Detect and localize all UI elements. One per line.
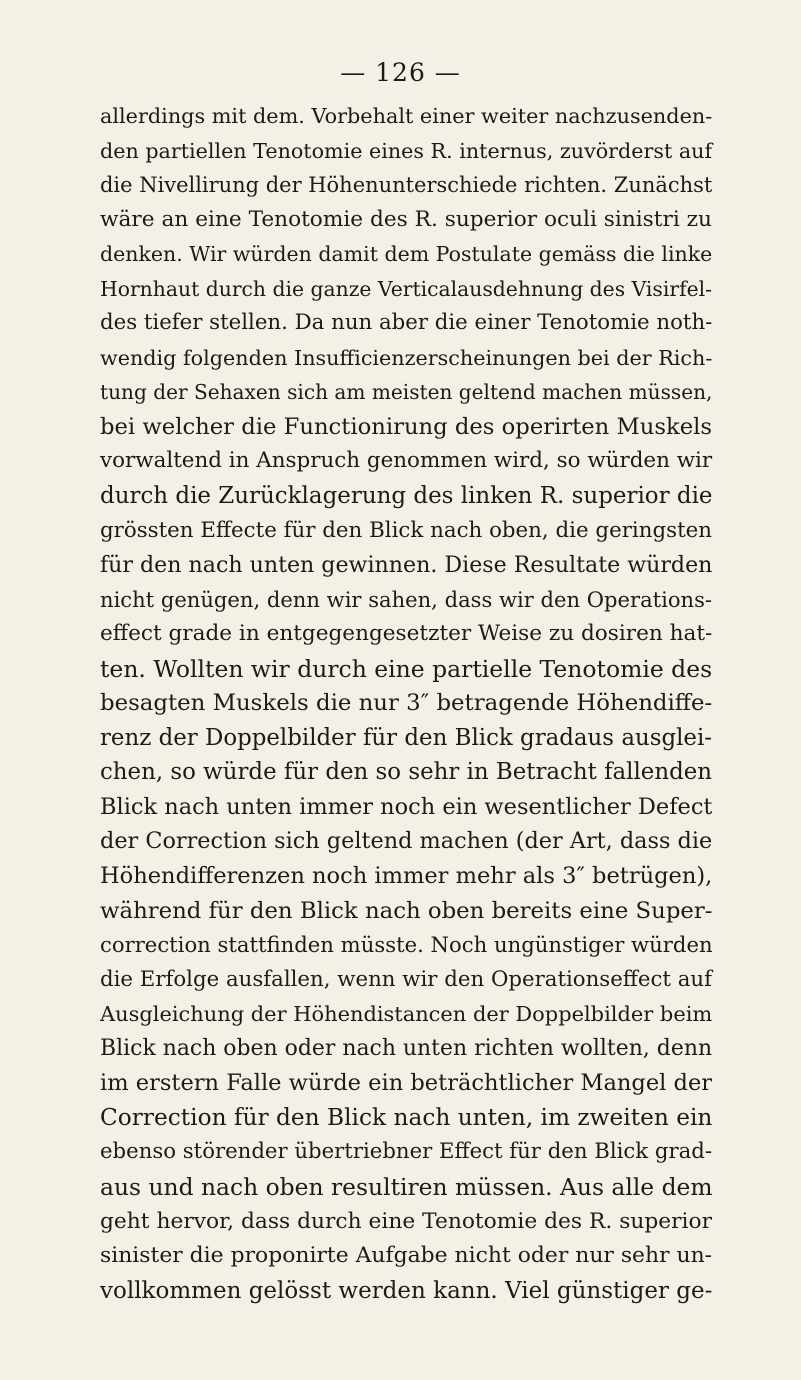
text-line: der Correction sich geltend machen (der Art, dass die xyxy=(100,828,713,855)
text-line: die Nivellirung der Höhenunterschiede richten. Zunächst xyxy=(100,173,713,198)
body-text xyxy=(100,99,712,1308)
text-line: Blick nach oben oder nach unten richten wollten, denn xyxy=(100,1035,713,1061)
text-line: wäre an eine Tenotomie des R. superior oculi sinistri zu xyxy=(100,206,712,232)
text-line: aus und nach oben resultiren müssen. Aus alle dem xyxy=(100,1172,713,1201)
text-line: chen, so würde für den so sehr in Betracht fallenden xyxy=(100,759,712,786)
text-line: die Erfolge ausfallen, wenn wir den Operationseffect auf xyxy=(100,966,712,992)
text-line: sinister die proponirte Aufgabe nicht oder nur sehr un- xyxy=(100,1243,713,1269)
text-line: nicht genügen, denn wir sahen, dass wir den Operations- xyxy=(100,586,712,612)
text-line: während für den Blick nach oben bereits eine Super- xyxy=(100,897,713,924)
text-line: ebenso störender übertriebner Effect für den Blick grad- xyxy=(100,1139,713,1165)
text-line: im erstern Falle würde ein beträchtlicher Mangel der xyxy=(100,1070,713,1097)
text-line: tung der Sehaxen sich am meisten geltend machen müssen, xyxy=(100,380,713,405)
text-line: vollkommen gelösst werden kann. Viel günstiger ge- xyxy=(100,1277,713,1304)
text-line: Correction für den Blick nach unten, im zweiten ein xyxy=(100,1103,713,1131)
page-number: — 126 — xyxy=(340,58,461,87)
text-line: den partiellen Tenotomie eines R. internus, zuvörderst auf xyxy=(100,138,713,163)
text-line: ten. Wollten wir durch eine partielle Tenotomie des xyxy=(100,654,713,683)
text-line: allerdings mit dem. Vorbehalt einer weiter nachzusenden- xyxy=(100,104,713,128)
text-line: grössten Effecte für den Blick nach oben, die geringsten xyxy=(100,517,712,543)
text-line: renz der Doppelbilder für den Blick gradaus ausglei- xyxy=(100,724,712,751)
text-line: geht hervor, dass durch eine Tenotomie des R. superior xyxy=(100,1208,713,1234)
text-line: für den nach unten gewinnen. Diese Resultate würden xyxy=(100,552,713,579)
text-line: denken. Wir würden damit dem Postulate gemäss die linke xyxy=(100,242,713,267)
text-line: Blick nach unten immer noch ein wesentlicher Defect xyxy=(100,793,713,820)
text-line: correction stattfinden müsste. Noch ungünstiger würden xyxy=(100,932,713,958)
text-line: durch die Zurücklagerung des linken R. superior die xyxy=(100,483,713,510)
text-line: des tiefer stellen. Da nun aber die einer Tenotomie noth- xyxy=(100,310,713,336)
text-line: besagten Muskels die nur 3″ betragende Höhendiffe- xyxy=(100,690,713,717)
text-line: vorwaltend in Anspruch genommen wird, so würden wir xyxy=(100,448,713,474)
text-line: bei welcher die Functionirung des operirten Muskels xyxy=(100,413,712,440)
text-line: wendig folgenden Insufficienzerscheinungen bei der Rich- xyxy=(100,345,713,370)
text-line: Höhendifferenzen noch immer mehr als 3″ betrügen), xyxy=(100,863,713,890)
text-line: Hornhaut durch die ganze Verticalausdehnung des Visirfel- xyxy=(100,276,713,301)
text-line: effect grade in entgegengesetzter Weise zu dosiren hat- xyxy=(100,621,713,647)
text-line: Ausgleichung der Höhendistancen der Doppelbilder beim xyxy=(100,1002,713,1027)
